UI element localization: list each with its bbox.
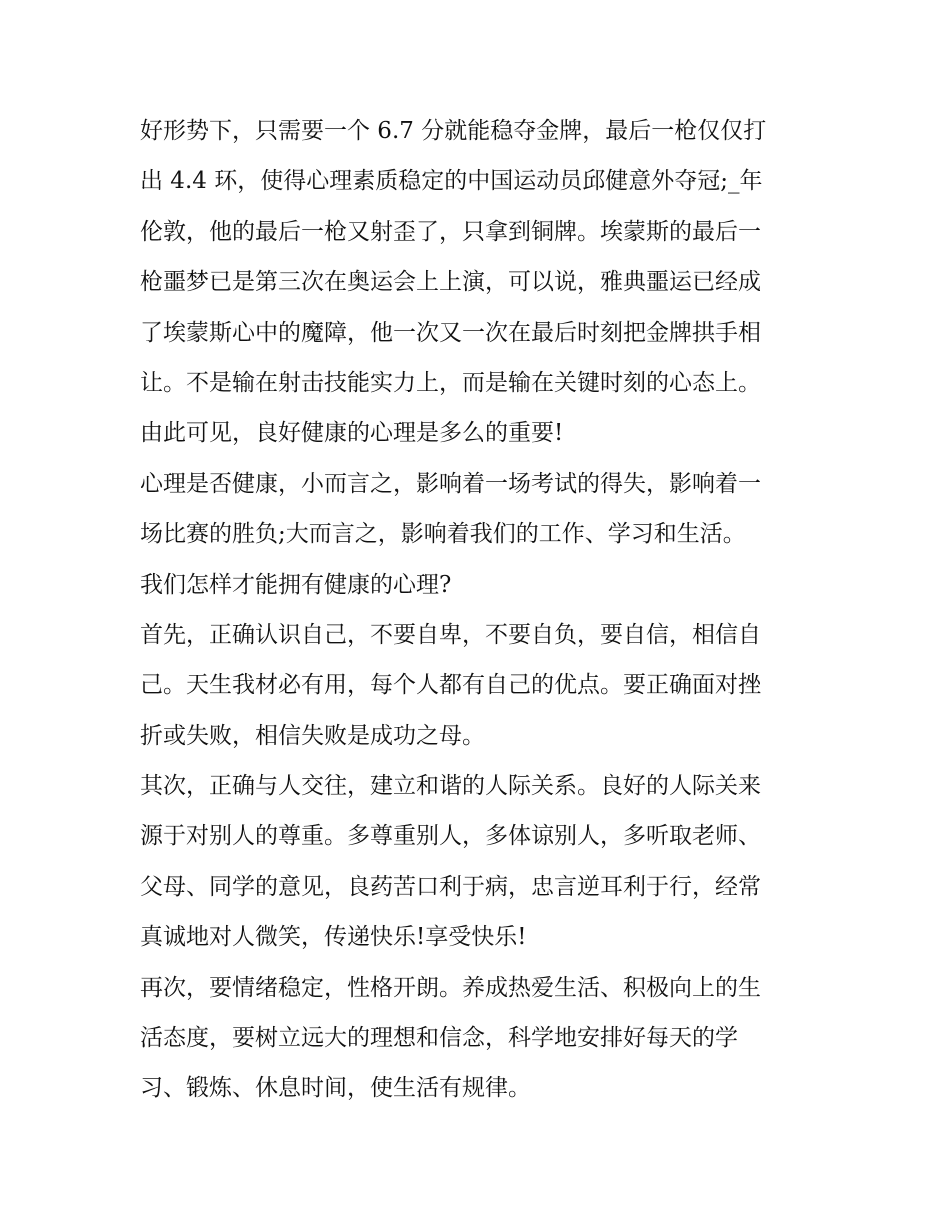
text-line: 其次，正确与人交往，建立和谐的人际关系。良好的人际关来 (140, 773, 761, 800)
paragraph-first-point (140, 610, 820, 761)
text-line: 源于对别人的尊重。多尊重别人，多体谅别人，多听取老师、 (140, 823, 761, 850)
text-line: 我们怎样才能拥有健康的心理? (140, 571, 452, 598)
text-line: 让。不是输在射击技能实力上，而是输在关键时刻的心态上。 (140, 369, 761, 396)
text-line: 真诚地对人微笑，传递快乐!享受快乐! (140, 924, 527, 951)
text-line: 场比赛的胜负;大而言之，影响着我们的工作、学习和生活。 (140, 521, 746, 548)
text-line: 心理是否健康，小而言之，影响着一场考试的得失，影响着一 (140, 470, 761, 497)
text-line: 由此可见，良好健康的心理是多么的重要! (140, 420, 564, 447)
text-line: 出 4.4 环，使得心理素质稳定的中国运动员邱健意外夺冠;_年 (140, 168, 763, 195)
paragraph-second-point (140, 761, 820, 963)
text-line: 枪噩梦已是第三次在奥运会上上演，可以说，雅典噩运已经成 (140, 269, 761, 296)
paragraph-question (140, 560, 820, 610)
text-line: 伦敦，他的最后一枪又射歪了，只拿到铜牌。埃蒙斯的最后一 (140, 218, 761, 245)
paragraph-third-point (140, 963, 820, 1114)
text-line: 习、锻炼、休息时间，使生活有规律。 (140, 1075, 531, 1102)
paragraph-olympic-story (140, 106, 820, 459)
text-line: 父母、同学的意见，良药苦口利于病，忠言逆耳利于行，经常 (140, 873, 761, 900)
text-line: 好形势下，只需要一个 6.7 分就能稳夺金牌，最后一枪仅仅打 (140, 118, 767, 144)
text-line: 活态度，要树立远大的理想和信念，科学地安排好每天的学 (140, 1025, 738, 1052)
text-line: 折或失败，相信失败是成功之母。 (140, 722, 485, 749)
text-line: 再次，要情绪稳定，性格开朗。养成热爱生活、积极向上的生 (140, 974, 761, 1001)
text-line: 首先，正确认识自己，不要自卑，不要自负，要自信，相信自 (140, 621, 761, 648)
document-body (140, 106, 820, 1114)
paragraph-importance (140, 459, 820, 560)
text-line: 己。天生我材必有用，每个人都有自己的优点。要正确面对挫 (140, 672, 761, 699)
text-line: 了埃蒙斯心中的魔障，他一次又一次在最后时刻把金牌拱手相 (140, 319, 761, 346)
